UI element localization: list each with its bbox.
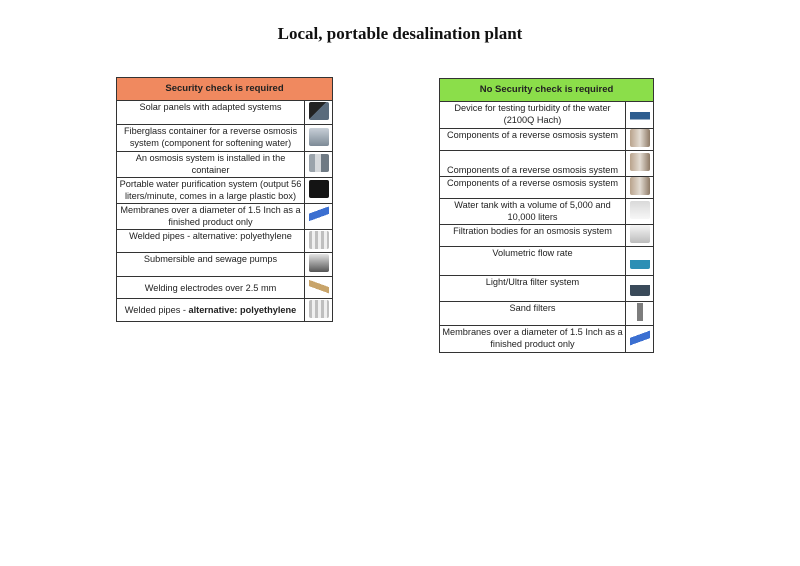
welding-electrode-photo-icon — [305, 277, 333, 299]
ultra-filter-photo-icon — [626, 276, 654, 302]
ro-components-photo-icon — [626, 151, 654, 177]
item-label: Solar panels with adapted systems — [117, 101, 305, 125]
table-header: Security check is required — [117, 78, 333, 101]
no-security-check-table — [439, 78, 654, 353]
item-label: Components of a reverse osmosis system — [440, 129, 626, 151]
table-row — [440, 151, 654, 177]
table-row — [440, 247, 654, 276]
table-row — [117, 253, 333, 277]
water-tank-photo-icon — [626, 199, 654, 225]
security-required-table — [116, 77, 333, 322]
page-title: Local, portable desalination plant — [277, 24, 523, 43]
table-row — [440, 276, 654, 302]
item-label: Components of a reverse osmosis system — [440, 177, 626, 199]
item-label-main: Welded pipes - — [124, 305, 189, 315]
item-label: Membranes over a diameter of 1.5 Inch as a finished product only — [440, 326, 626, 353]
table-row — [117, 299, 333, 322]
item-label: Welded pipes - alternative: polyethylene — [117, 230, 305, 253]
item-label: Welding electrodes over 2.5 mm — [117, 277, 305, 299]
ro-components-photo-icon — [626, 177, 654, 199]
item-label: Fiberglass container for a reverse osmosis system (component for softening water) — [117, 125, 305, 152]
item-label-bold: alternative: polyethylene — [188, 305, 297, 315]
table-row — [440, 302, 654, 326]
table-header-row — [440, 79, 654, 102]
item-label: Submersible and sewage pumps — [117, 253, 305, 277]
item-label: Components of a reverse osmosis system — [440, 151, 626, 177]
table-header-row — [117, 78, 333, 101]
fiberglass-container-photo-icon — [305, 125, 333, 152]
table-row — [440, 326, 654, 353]
table-row — [117, 101, 333, 125]
item-label: Portable water purification system (output 56 liters/minute, comes in a large plastic box) — [117, 178, 305, 204]
flow-meter-photo-icon — [626, 247, 654, 276]
table-row — [440, 102, 654, 129]
solar-panel-photo-icon — [305, 101, 333, 125]
item-label: Water tank with a volume of 5,000 and 10,000 liters — [440, 199, 626, 225]
ro-components-photo-icon — [626, 129, 654, 151]
table-row — [117, 152, 333, 178]
table-row — [440, 129, 654, 151]
sand-filter-photo-icon — [626, 302, 654, 326]
table-row — [440, 199, 654, 225]
table-row — [440, 225, 654, 247]
welded-pipes-photo-icon — [305, 299, 333, 322]
membrane-photo-icon — [305, 204, 333, 230]
table-header: No Security check is required — [440, 79, 654, 102]
filtration-body-photo-icon — [626, 225, 654, 247]
table-row — [117, 277, 333, 299]
osmosis-system-photo-icon — [305, 152, 333, 178]
item-label: Device for testing turbidity of the water (2100Q Hach) — [440, 102, 626, 129]
turbidity-device-photo-icon — [626, 102, 654, 129]
membrane-photo-icon — [626, 326, 654, 353]
table-row — [117, 230, 333, 253]
item-label: Membranes over a diameter of 1.5 Inch as a finished product only — [117, 204, 305, 230]
item-label — [117, 299, 305, 322]
table-row — [117, 125, 333, 152]
table-row — [117, 178, 333, 204]
item-label: An osmosis system is installed in the container — [117, 152, 305, 178]
welded-pipes-photo-icon — [305, 230, 333, 253]
item-label: Sand filters — [440, 302, 626, 326]
item-label: Light/Ultra filter system — [440, 276, 626, 302]
table-row — [117, 204, 333, 230]
item-label: Volumetric flow rate — [440, 247, 626, 276]
purification-system-photo-icon — [305, 178, 333, 204]
pump-photo-icon — [305, 253, 333, 277]
item-label: Filtration bodies for an osmosis system — [440, 225, 626, 247]
table-row — [440, 177, 654, 199]
